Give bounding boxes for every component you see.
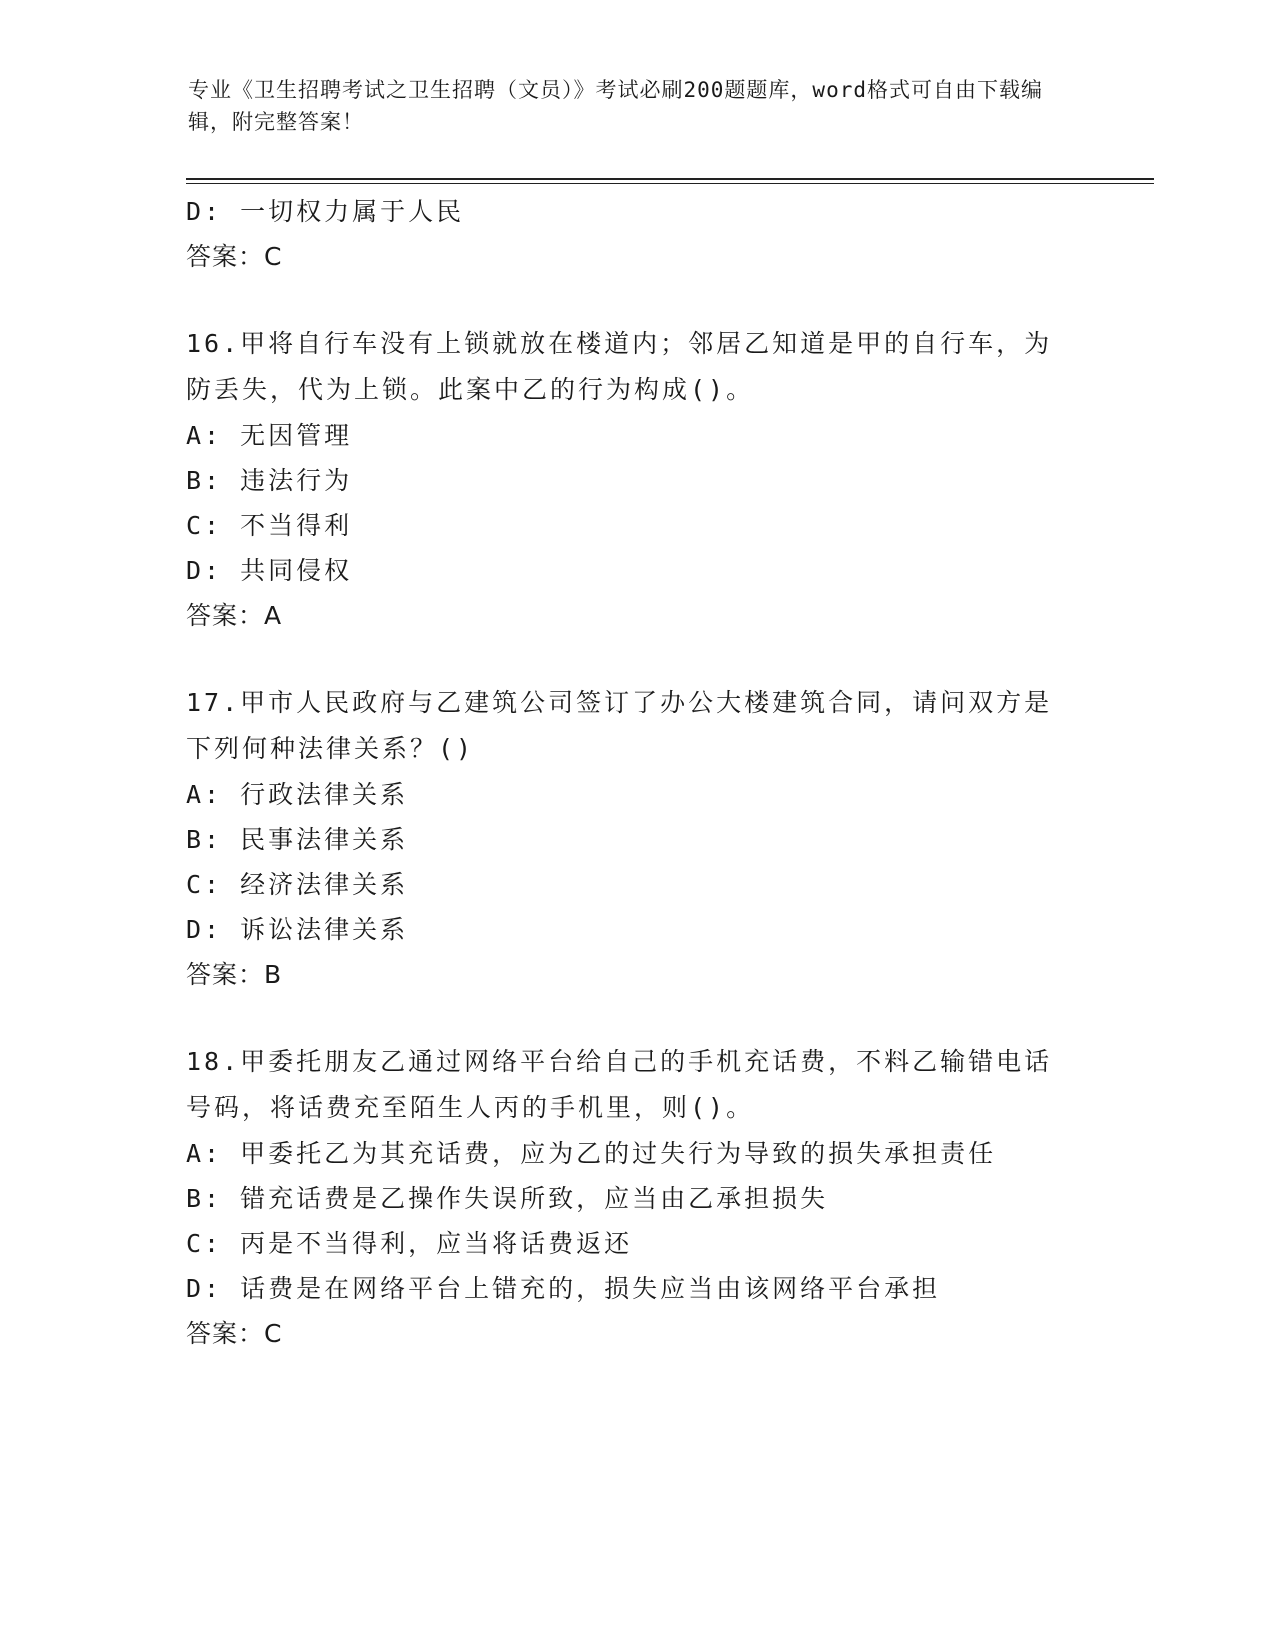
option-b: B: 民事法律关系 (186, 825, 409, 854)
option-d: D: 话费是在网络平台上错充的，损失应当由该网络平台承担 (186, 1274, 941, 1303)
question-stem-line: 号码，将话费充至陌生人丙的手机里，则()。 (186, 1093, 755, 1122)
option-d: D: 共同侵权 (186, 556, 353, 585)
question-17 (186, 680, 1086, 998)
header-divider-thick (186, 178, 1154, 180)
option-a: A: 无因管理 (186, 421, 353, 450)
question-16 (186, 321, 1086, 639)
option-a: A: 甲委托乙为其充话费，应为乙的过失行为导致的损失承担责任 (186, 1139, 997, 1168)
question-18 (186, 1039, 1086, 1357)
option-c: C: 经济法律关系 (186, 870, 409, 899)
answer: 答案：C (186, 1319, 283, 1348)
question-stem-line: 防丢失，代为上锁。此案中乙的行为构成()。 (186, 375, 755, 404)
answer: 答案：A (186, 601, 283, 630)
question-content (186, 189, 1086, 1357)
question-stem-line: 16.甲将自行车没有上锁就放在楼道内；邻居乙知道是甲的自行车，为 (186, 329, 1053, 358)
option-b: B: 违法行为 (186, 466, 353, 495)
option-c: C: 不当得利 (186, 511, 353, 540)
carryover-answer: 答案：C (186, 242, 283, 271)
document-header: 专业《卫生招聘考试之卫生招聘（文员）》考试必刷200题题库，word格式可自由下载编辑，附完整答案！ (188, 78, 1043, 134)
option-b: B: 错充话费是乙操作失误所致，应当由乙承担损失 (186, 1184, 829, 1213)
question-stem-line: 下列何种法律关系？() (186, 734, 475, 763)
option-c: C: 丙是不当得利，应当将话费返还 (186, 1229, 633, 1258)
header-divider-thin (186, 183, 1154, 184)
answer: 答案：B (186, 960, 283, 989)
option-a: A: 行政法律关系 (186, 780, 409, 809)
option-d: D: 诉讼法律关系 (186, 915, 409, 944)
question-stem-line: 17.甲市人民政府与乙建筑公司签订了办公大楼建筑合同，请问双方是 (186, 688, 1053, 717)
carryover-option-d: D: 一切权力属于人民 (186, 197, 465, 226)
question-stem-line: 18.甲委托朋友乙通过网络平台给自己的手机充话费，不料乙输错电话 (186, 1047, 1053, 1076)
